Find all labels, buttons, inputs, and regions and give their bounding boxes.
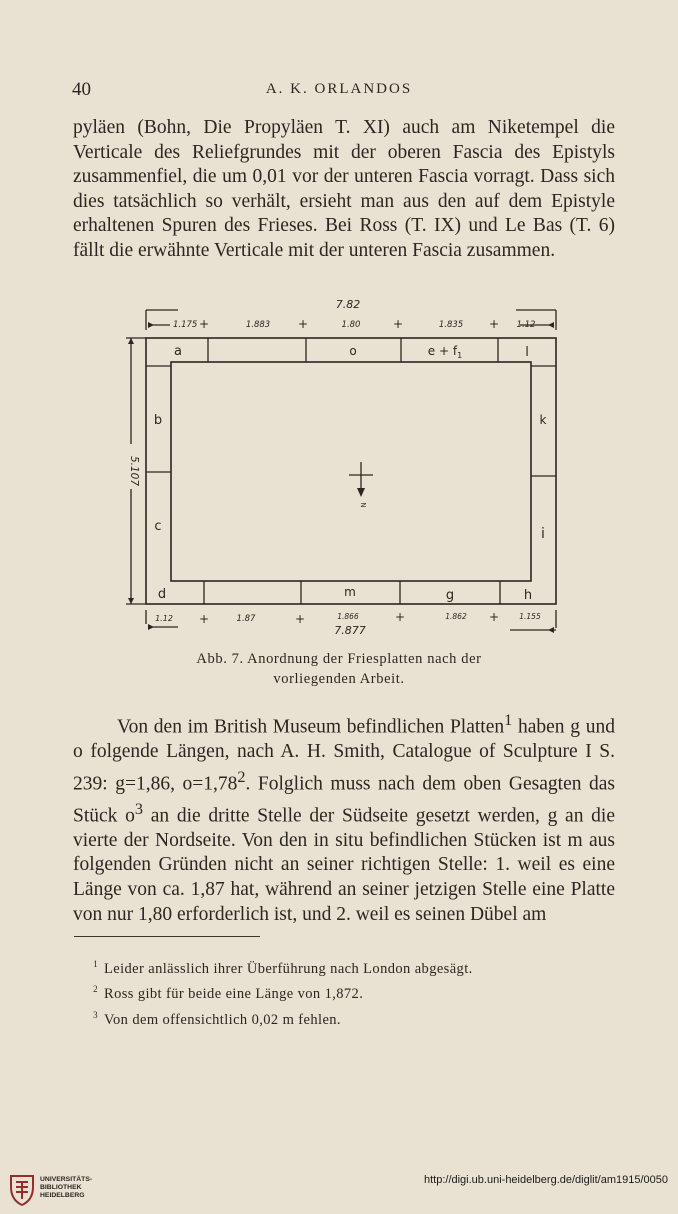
paragraph-2 bbox=[73, 708, 615, 927]
bottom-dim-4: 1.862 bbox=[445, 612, 467, 621]
top-dim-5: 1.12 bbox=[516, 320, 536, 330]
top-dim-4: 1.835 bbox=[438, 320, 464, 330]
figure-caption bbox=[0, 649, 678, 689]
running-head: A. K. ORLANDOS bbox=[265, 81, 413, 97]
paragraph-1 bbox=[73, 116, 615, 264]
slab-label-k: k bbox=[539, 413, 547, 427]
slab-label-a: a bbox=[174, 344, 182, 359]
caption-line-2: vorliegenden Arbeit. bbox=[273, 671, 405, 687]
bottom-total-dim: 7.877 bbox=[334, 624, 366, 637]
bottom-dim-1: 1.12 bbox=[155, 614, 173, 623]
footnotes bbox=[93, 954, 624, 1030]
dim-plus-sign: + bbox=[392, 317, 404, 331]
paragraph-1-text: pyläen (Bohn, Die Propyläen T. XI) auch am Niketempel die Verticale des Reliefgrundes mit der oberen Fascia des Epistyls zusammenfiel, die um 0,01 vor der unteren Fascia vorragt. Dass sich dies tatsächlich so verhält, ersieht man aus den auf dem Epistyle erhaltenen Spuren des Frieses. Bei Ross (T. IX) und Le Bas (T. 6) fällt die erwähnte Verticale mit der unteren Fascia zusammen. bbox=[73, 117, 615, 261]
slab-label-d: d bbox=[157, 587, 167, 602]
slab-label-l: l bbox=[525, 345, 529, 360]
top-dim-3: 1.80 bbox=[341, 320, 361, 330]
slab-label-g: g bbox=[445, 588, 455, 603]
dim-plus-sign: + bbox=[488, 317, 500, 331]
slab-label-c: c bbox=[154, 519, 162, 534]
side-total-dim: 5.107 bbox=[128, 455, 140, 487]
library-name: UNIVERSITÄTS- BIBLIOTHEK HEIDELBERG bbox=[40, 1176, 93, 1199]
slab-label-e-f: $e + f_1$ bbox=[427, 344, 463, 360]
footnote-1: $^1$ Leider anlässlich ihrer Überführung nach London abgesägt. bbox=[93, 959, 473, 977]
slab-label-i: i bbox=[541, 526, 545, 542]
dim-plus-sign: + bbox=[297, 317, 309, 331]
footnote-rule bbox=[74, 936, 260, 937]
slab-label-m: m bbox=[344, 585, 356, 599]
dim-plus-sign: + bbox=[488, 610, 500, 624]
footnote-2: $^2$ Ross gibt für beide eine Länge von 1,872. bbox=[93, 984, 364, 1003]
library-logo-icon bbox=[8, 1173, 36, 1207]
slab-label-h: h bbox=[523, 588, 533, 603]
page-number: 40 bbox=[72, 79, 91, 100]
bottom-dim-3: 1.866 bbox=[337, 612, 359, 621]
caption-line-1: Abb. 7. Anordnung der Friesplatten nach der bbox=[196, 651, 482, 667]
source-url-link[interactable]: http://digi.ub.uni-heidelberg.de/diglit/am1915/0050 bbox=[423, 1174, 668, 1186]
top-total-dim: 7.82 bbox=[335, 298, 361, 311]
top-dim-2: 1.883 bbox=[245, 320, 271, 330]
top-dim-1: 1.175 bbox=[173, 320, 198, 330]
dim-plus-sign: + bbox=[294, 612, 306, 626]
slab-label-o: o bbox=[349, 344, 357, 358]
north-label: N bbox=[359, 502, 367, 508]
bottom-dim-5: 1.155 bbox=[519, 612, 541, 621]
bottom-dim-2: 1.87 bbox=[236, 614, 256, 624]
dim-plus-sign: + bbox=[198, 317, 210, 331]
dim-plus-sign: + bbox=[198, 612, 210, 626]
dim-plus-sign: + bbox=[394, 610, 406, 624]
slab-label-b: b bbox=[153, 413, 163, 428]
frieze-plan-figure bbox=[118, 294, 570, 640]
footnote-3: $^3$ Von dem offensichtlich 0,02 m fehlen. bbox=[93, 1009, 341, 1028]
paragraph-2-text: Von den im British Museum befindlichen Platten$^1$ haben g und o folgende Längen, nach A. H. Smith, Catalogue of Sculpture I S. 239: g=1,86, $o=1,78^2$. Folglich muss nach dem oben Gesagten das Stück $o^3$ an die dritte Stelle der Südseite gesetzt werden, g an die vierte der Nordseite. Von den in situ befindlichen Stücken ist m aus folgenden Gründen nicht an seiner richtigen Stelle: 1. weil es eine Länge von ca. 1,87 hat, während an seiner jetzigen Stelle eine Platte von nur 1,80 erforderlich ist, und 2. weil es seinen Dübel am bbox=[73, 711, 616, 925]
